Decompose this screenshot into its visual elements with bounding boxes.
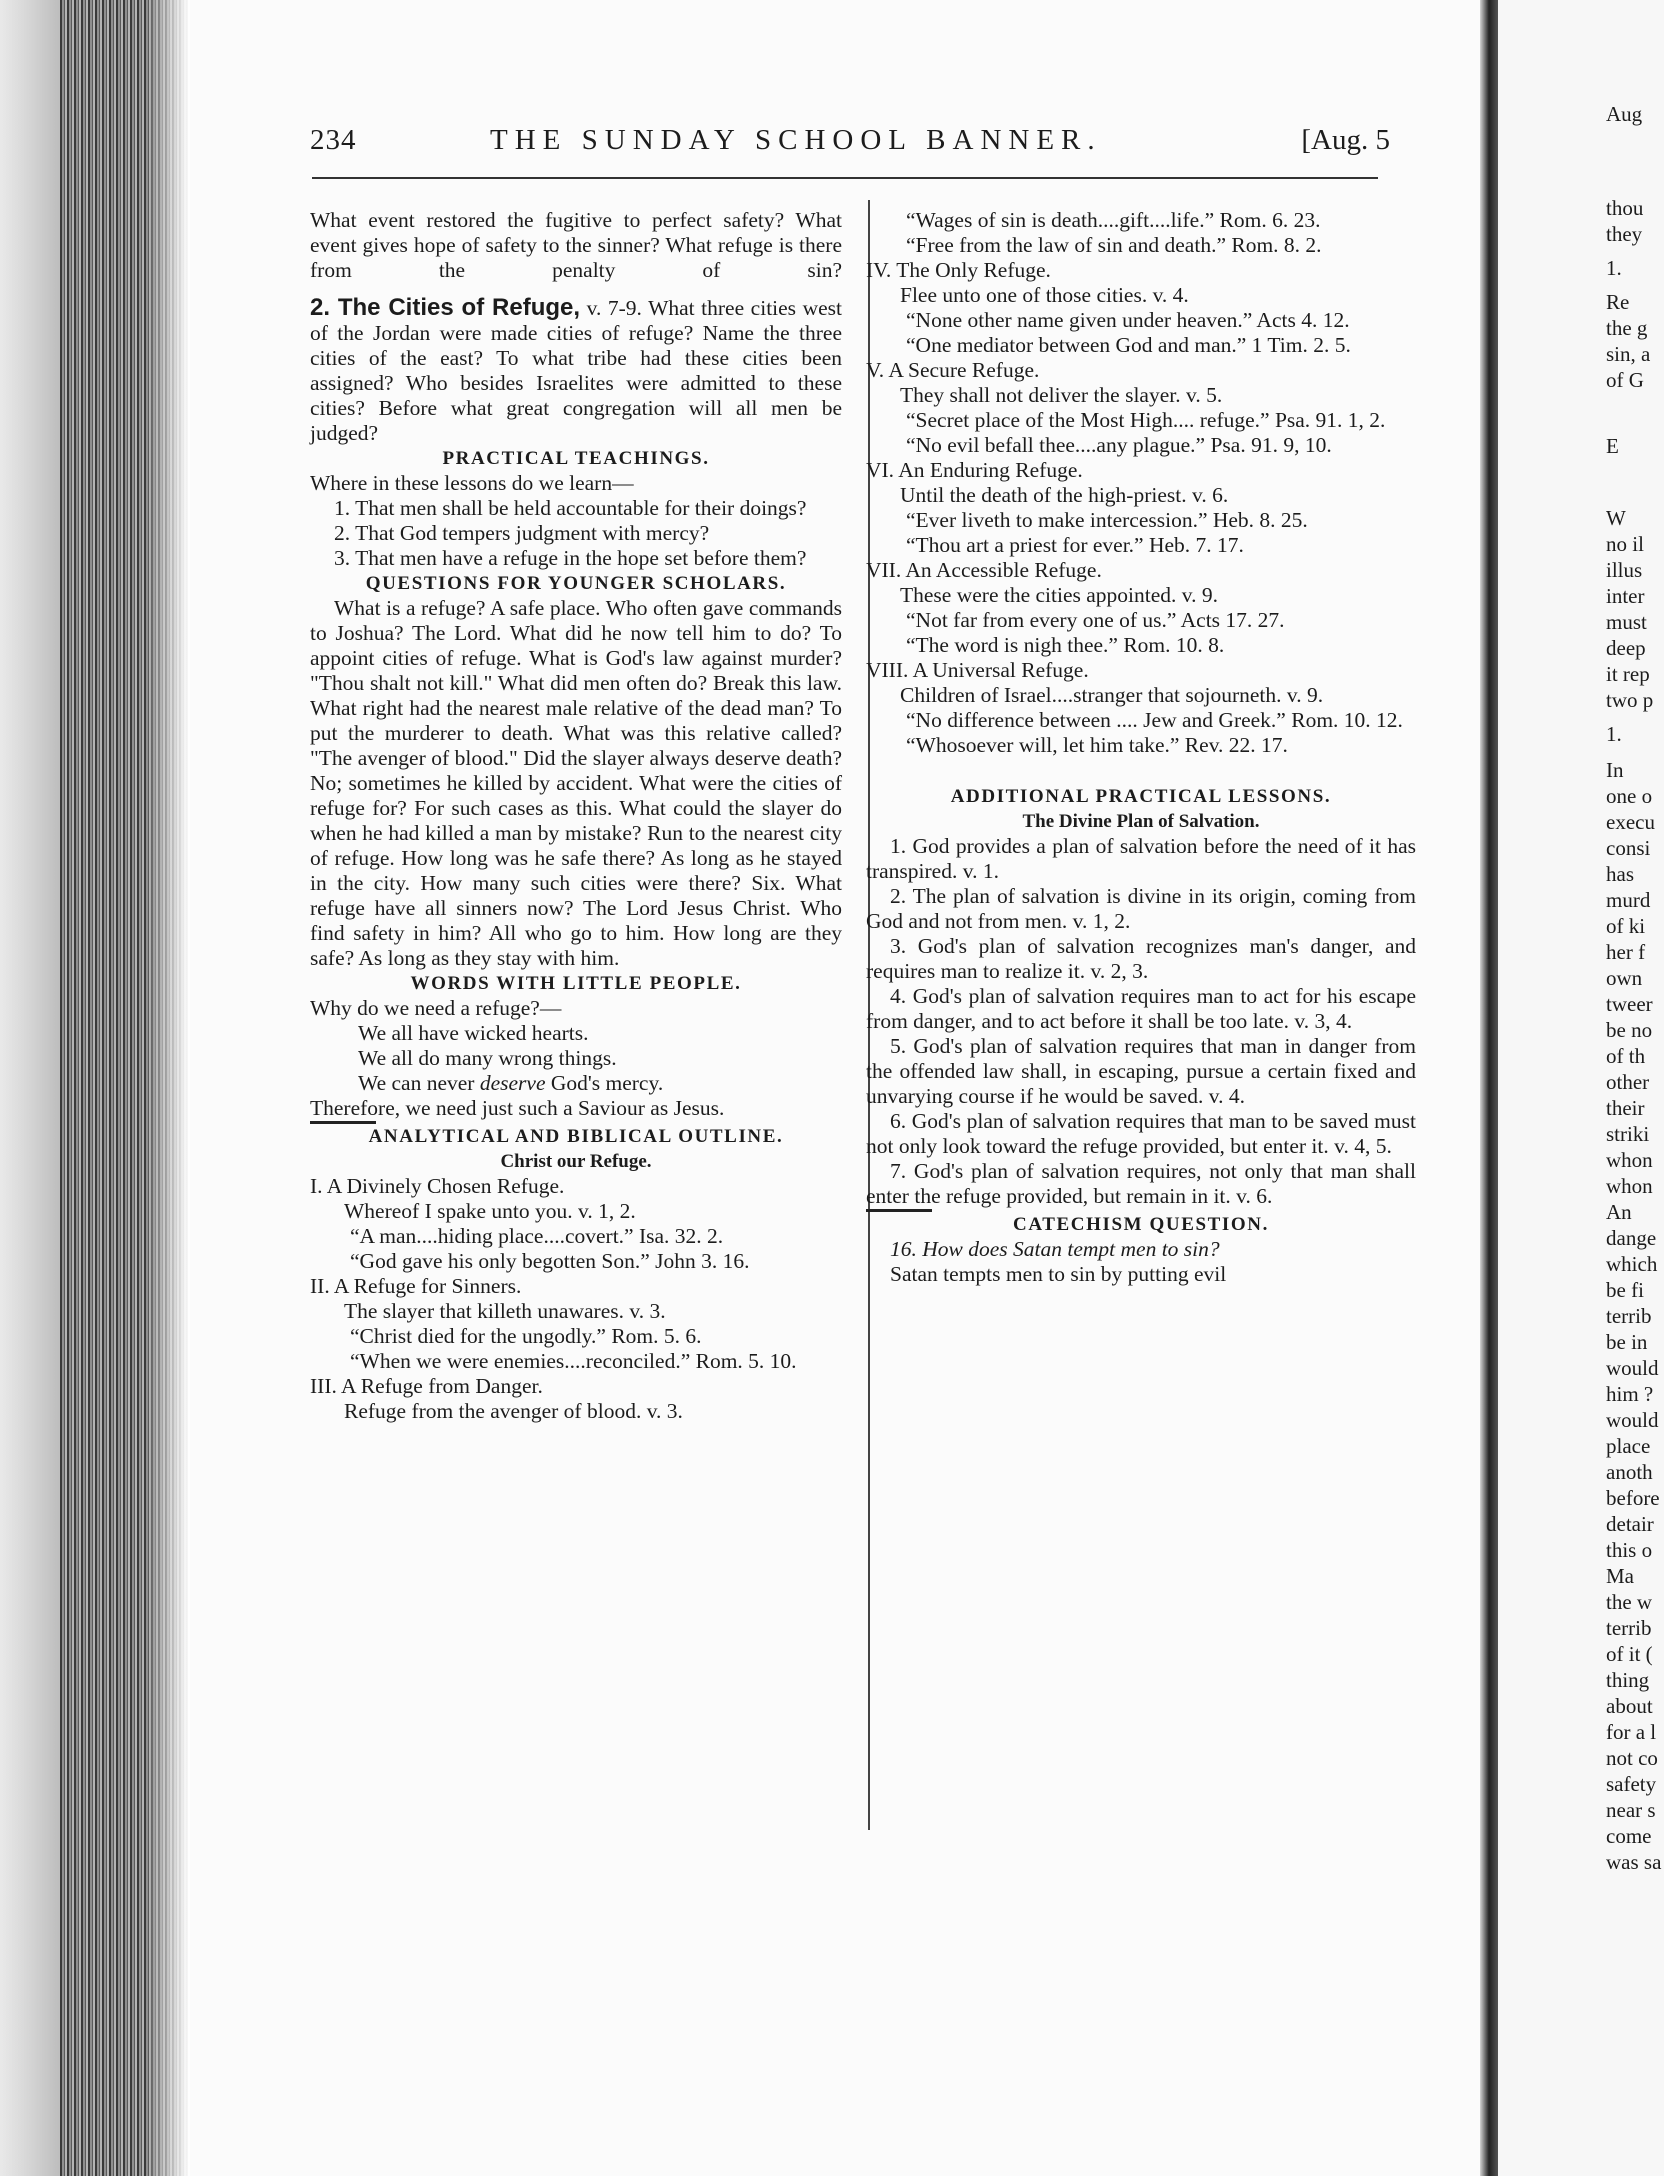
additional-lessons-subheading: The Divine Plan of Salvation.	[1022, 811, 1260, 832]
little-line	[310, 1071, 842, 1096]
facing-page-fragment: must	[1606, 610, 1647, 634]
facing-page-fragment: anoth	[1606, 1460, 1653, 1484]
facing-page-fragment: would	[1606, 1408, 1659, 1432]
little-people-heading: WORDS WITH LITTLE PEOPLE.	[410, 973, 742, 994]
section-text: What three cities west of the Jordan were made cities of refuge? Name the three cities of the east? To what tribe had these cities been assigned? Who besides Israelites were admitted to these cities? Before what great congregation will all men be judged?	[310, 296, 842, 445]
outline-text: Whereof I spake unto you. v. 1, 2.	[344, 1199, 636, 1223]
facing-page-fragment: not co	[1606, 1746, 1658, 1770]
lesson-item: 7. God's plan of salvation requires, not only that man shall enter the refuge provided, but remain in it. v. 6.	[866, 1159, 1416, 1208]
facing-page-fragment: which	[1606, 1252, 1658, 1276]
outline-text: Until the death of the high-priest. v. 6.	[900, 483, 1229, 507]
outline-head: II. A Refuge for Sinners.	[310, 1274, 522, 1298]
outline-quote: “No evil befall thee....any plague.” Psa. 91. 9, 10.	[906, 433, 1332, 457]
facing-page-fragment: the w	[1606, 1590, 1653, 1614]
outline-text: Refuge from the avenger of blood. v. 3.	[344, 1399, 683, 1423]
facing-page-fragment: place	[1606, 1434, 1651, 1458]
little-intro: Why do we need a refuge?—	[310, 996, 562, 1020]
facing-page-fragment: of it (	[1606, 1642, 1653, 1666]
little-line: We all do many wrong things.	[358, 1046, 617, 1070]
scanner-gutter	[0, 0, 60, 2176]
little-line-emphasis: deserve	[479, 1071, 546, 1095]
lesson-item: 3. God's plan of salvation recognizes man's danger, and requires man to realize it. v. 2, 3.	[866, 934, 1416, 983]
facing-page-fragment: whon	[1606, 1174, 1653, 1198]
facing-page-fragment: Re	[1606, 290, 1630, 314]
outline-head: V. A Secure Refuge.	[866, 358, 1040, 382]
book-spine	[1480, 0, 1498, 2176]
outline-quote: “No difference between .... Jew and Greek.” Rom. 10. 12.	[906, 708, 1403, 732]
facing-page-fragment: An	[1606, 1200, 1632, 1224]
outline-quote: “One mediator between God and man.” 1 Tim. 2. 5.	[906, 333, 1351, 357]
facing-page-fragment: about	[1606, 1694, 1653, 1718]
little-line-part: God's mercy.	[550, 1071, 664, 1095]
catechism-answer: Satan tempts men to sin by putting evil	[890, 1262, 1227, 1286]
facing-page-fragment: him ?	[1606, 1382, 1654, 1406]
facing-page-fragment: they	[1606, 222, 1643, 246]
facing-page-fragment: deep	[1606, 636, 1646, 660]
additional-lessons-heading: ADDITIONAL PRACTICAL LESSONS.	[950, 786, 1332, 807]
younger-scholars-text: What is a refuge? A safe place. Who often gave commands to Joshua? The Lord. What did he now tell him to do? To appoint cities of refuge. What is God's law against murder? "Thou shalt not kill." What did men often do? Break this law. What right had the nearest male relative of the dead man? To put the murderer to death. What was this relative called? "The avenger of blood." Did the slayer always deserve death? No; sometimes he killed by accident. What were the cities of refuge for? For such cases as this. What could the slayer do when he had killed a man by mistake? Run to the nearest city of refuge. How long was he safe there? As long as he stayed in the city. How many such cities were there? Six. What refuge have all sinners now? The Lord Jesus Christ. Who find safety in him? All who go to him. How long are they safe? As long as they stay with him.	[310, 596, 842, 970]
facing-page-fragment: terrib	[1606, 1304, 1652, 1328]
outline-quote: “Ever liveth to make intercession.” Heb. 8. 25.	[906, 508, 1308, 532]
issue-date: [Aug. 5	[1301, 124, 1390, 156]
outline-quote: “Wages of sin is death....gift....life.” Rom. 6. 23.	[906, 208, 1321, 232]
right-column	[866, 208, 1416, 1287]
practical-teachings-heading: PRACTICAL TEACHINGS.	[442, 448, 710, 469]
catechism-question: 16. How does Satan tempt men to sin?	[890, 1237, 1220, 1261]
facing-page-fragment: consi	[1606, 836, 1651, 860]
facing-page-fragment: Ma	[1606, 1564, 1634, 1588]
page-number: 234	[310, 124, 357, 156]
facing-page-fragment: thing	[1606, 1668, 1650, 1692]
cities-of-refuge-section	[310, 295, 842, 446]
facing-page-fragment: for a l	[1606, 1720, 1657, 1744]
facing-page-fragment: inter	[1606, 584, 1645, 608]
outline-quote: “God gave his only begotten Son.” John 3. 16.	[350, 1249, 750, 1273]
periodical-title: THE SUNDAY SCHOOL BANNER.	[490, 124, 1102, 156]
facing-page-fragment: of G	[1606, 368, 1644, 392]
intro-questions: What event restored the fugitive to perfect safety? What event gives hope of safety to the sinner? What refuge is there from the penalty of sin?	[310, 208, 842, 282]
lesson-item: 4. God's plan of salvation requires man to act for his escape from danger, and to act before it shall be too late. v. 3, 4.	[866, 984, 1416, 1033]
header-rule	[312, 177, 1378, 179]
section-heading: 2. The Cities of Refuge,	[310, 294, 581, 321]
facing-page-fragment: 1.	[1606, 722, 1622, 746]
little-conclusion: Therefore, we need just such a Saviour as Jesus.	[310, 1096, 725, 1120]
outline-quote: “When we were enemies....reconciled.” Rom. 5. 10.	[350, 1349, 797, 1373]
outline-heading: ANALYTICAL AND BIBLICAL OUTLINE.	[368, 1126, 784, 1147]
outline-quote: “Secret place of the Most High.... refuge.” Psa. 91. 1, 2.	[906, 408, 1386, 432]
outline-subheading: Christ our Refuge.	[500, 1151, 652, 1172]
facing-page-fragment: tweer	[1606, 992, 1653, 1016]
left-column	[310, 208, 842, 1424]
facing-page-fragment: execu	[1606, 810, 1655, 834]
facing-page-fragment: her f	[1606, 940, 1646, 964]
younger-scholars-heading: QUESTIONS FOR YOUNGER SCHOLARS.	[365, 573, 787, 594]
outline-quote: “Not far from every one of us.” Acts 17. 27.	[906, 608, 1285, 632]
outline-head: VII. An Accessible Refuge.	[866, 558, 1102, 582]
page-edge-shadow	[150, 0, 190, 2176]
facing-page-fragment: Aug	[1606, 102, 1643, 126]
facing-page-fragment: near s	[1606, 1798, 1656, 1822]
facing-page-fragment: murd	[1606, 888, 1651, 912]
facing-page-fragment: come	[1606, 1824, 1652, 1848]
practical-item: 3. That men have a refuge in the hope set before them?	[334, 546, 807, 570]
facing-page-fragment: safety	[1606, 1772, 1657, 1796]
facing-page-fragment: dange	[1606, 1226, 1657, 1250]
facing-page-fragment: the g	[1606, 316, 1648, 340]
running-head	[310, 124, 1390, 164]
lesson-item: 1. God provides a plan of salvation before the need of it has transpired. v. 1.	[866, 834, 1416, 883]
catechism-heading: CATECHISM QUESTION.	[1013, 1214, 1269, 1235]
outline-quote: “Free from the law of sin and death.” Rom. 8. 2.	[906, 233, 1322, 257]
outline-quote: “Whosoever will, let him take.” Rev. 22. 17.	[906, 733, 1288, 757]
facing-page-fragment: two p	[1606, 688, 1654, 712]
facing-page-fragment: has	[1606, 862, 1634, 886]
lesson-item: 2. The plan of salvation is divine in its origin, coming from God and not from men. v. 1, 2.	[866, 884, 1416, 933]
facing-page-fragment: illus	[1606, 558, 1643, 582]
lesson-item: 5. God's plan of salvation requires that man in danger from the offended law shall, in escaping, pursue a certain fixed and unvarying course if he would be saved. v. 4.	[866, 1034, 1416, 1108]
little-line: We all have wicked hearts.	[358, 1021, 589, 1045]
practical-item: 2. That God tempers judgment with mercy?	[334, 521, 710, 545]
little-line-part: We can never	[358, 1071, 475, 1095]
facing-page-fragment: their	[1606, 1096, 1645, 1120]
facing-page-fragment: would	[1606, 1356, 1659, 1380]
facing-page-fragment: 1.	[1606, 256, 1622, 280]
practical-item: 1. That men shall be held accountable for their doings?	[334, 496, 807, 520]
facing-page-fragment: terrib	[1606, 1616, 1652, 1640]
facing-page-fragment: striki	[1606, 1122, 1650, 1146]
outline-text: These were the cities appointed. v. 9.	[900, 583, 1219, 607]
facing-page-fragment: W	[1606, 506, 1626, 530]
facing-page-fragment: was sa	[1606, 1850, 1662, 1874]
facing-page-fragment: before	[1606, 1486, 1660, 1510]
outline-quote: “None other name given under heaven.” Acts 4. 12.	[906, 308, 1350, 332]
facing-page-fragment: it rep	[1606, 662, 1650, 686]
outline-text: They shall not deliver the slayer. v. 5.	[900, 383, 1223, 407]
facing-page-fragment: thou	[1606, 196, 1644, 220]
facing-page-fragment: detair	[1606, 1512, 1654, 1536]
outline-quote: “A man....hiding place....covert.” Isa. 32. 2.	[350, 1224, 724, 1248]
facing-page-fragment: whon	[1606, 1148, 1653, 1172]
lesson-item: 6. God's plan of salvation requires that man to be saved must not only look toward the refuge provided, but enter it. v. 4, 5.	[866, 1109, 1416, 1158]
facing-page-fragment: no il	[1606, 532, 1644, 556]
outline-text: The slayer that killeth unawares. v. 3.	[344, 1299, 666, 1323]
facing-page-fragment: other	[1606, 1070, 1650, 1094]
facing-page-fragment: of ki	[1606, 914, 1646, 938]
facing-page-fragment: one o	[1606, 784, 1653, 808]
facing-page-fragment: be fi	[1606, 1278, 1644, 1302]
outline-head: IV. The Only Refuge.	[866, 258, 1051, 282]
facing-page-fragment: be no	[1606, 1018, 1653, 1042]
outline-quote: “Thou art a priest for ever.” Heb. 7. 17.	[906, 533, 1244, 557]
facing-page-fragment: this o	[1606, 1538, 1653, 1562]
facing-page-fragment: In	[1606, 758, 1624, 782]
practical-intro: Where in these lessons do we learn—	[310, 471, 634, 495]
facing-page-fragment: be in	[1606, 1330, 1648, 1354]
facing-page-fragment: own	[1606, 966, 1643, 990]
outline-quote: “The word is nigh thee.” Rom. 10. 8.	[906, 633, 1225, 657]
facing-page-fragment: of th	[1606, 1044, 1646, 1068]
outline-text: Flee unto one of those cities. v. 4.	[900, 283, 1189, 307]
outline-head: VI. An Enduring Refuge.	[866, 458, 1083, 482]
facing-page-fragment: E	[1606, 434, 1619, 458]
outline-head: I. A Divinely Chosen Refuge.	[310, 1174, 565, 1198]
outline-head: VIII. A Universal Refuge.	[866, 658, 1089, 682]
outline-text: Children of Israel....stranger that sojourneth. v. 9.	[900, 683, 1324, 707]
section-ref: v. 7-9.	[586, 296, 642, 320]
outline-head: III. A Refuge from Danger.	[310, 1374, 543, 1398]
outline-quote: “Christ died for the ungodly.” Rom. 5. 6.	[350, 1324, 702, 1348]
facing-page-fragment: sin, a	[1606, 342, 1651, 366]
